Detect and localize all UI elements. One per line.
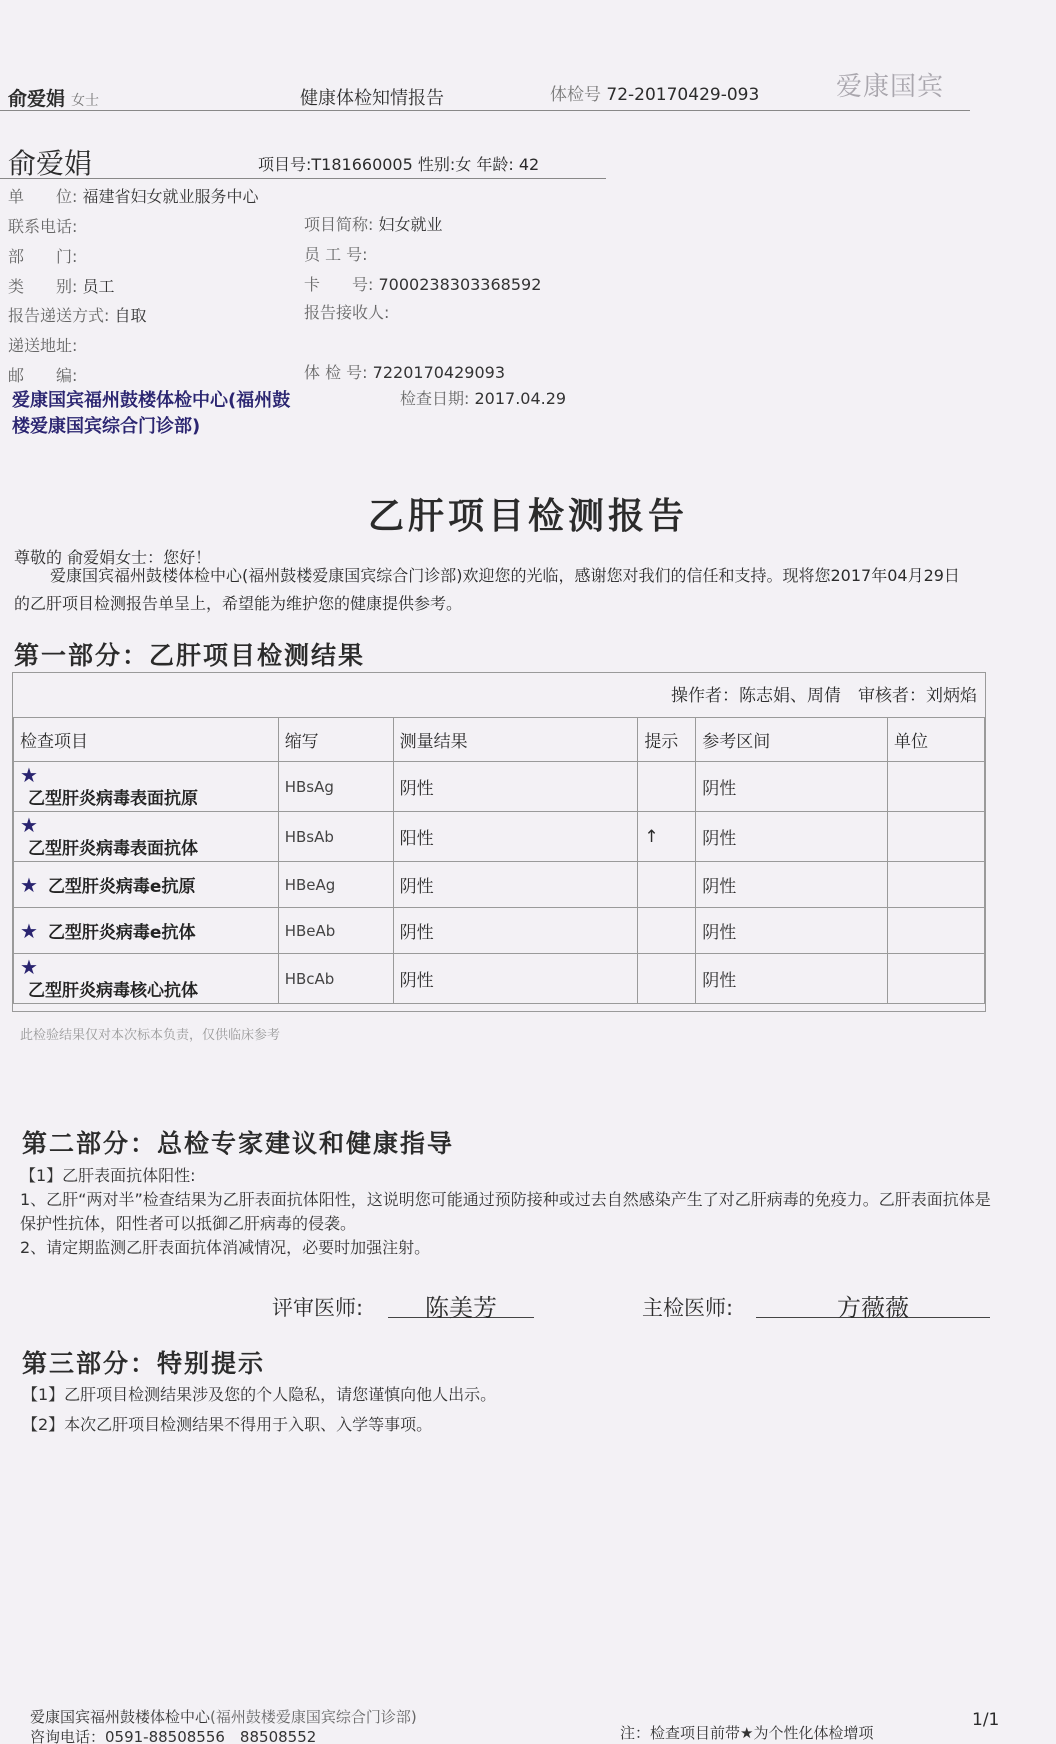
col-header-abbr: 缩写 [278,718,393,762]
cell-hint [638,762,696,812]
cell-abbr: HBcAb [278,954,393,1004]
info-postcode-label: 邮 编: [8,366,78,385]
table-row [14,812,985,862]
info-receiver-label: 报告接收人: [304,303,390,322]
star-icon: ★ [20,873,38,897]
info-address [8,333,77,356]
item-name: 乙型肝炎病毒表面抗原 [28,788,198,809]
col-header-ref: 参考区间 [696,718,888,762]
info-delivery-label: 报告递送方式: [8,306,110,325]
info-card-value: 7000238303368592 [378,275,542,294]
info-project-label: 项目简称: [304,215,374,234]
cell-item [14,954,279,1004]
info-staff-label: 员 工 号: [304,245,368,264]
report-title: 乙肝项目检测报告 [367,495,688,537]
patient-name: 俞爱娟 [8,147,93,180]
col-header-unit: 单位 [888,718,985,762]
cell-hint: ↑ [638,812,696,862]
header-name-text: 俞爱娟 [8,88,66,110]
page-number: 1/1 [972,1710,1000,1730]
cell-abbr: HBeAb [278,908,393,954]
header-exam-number [550,80,759,105]
star-icon: ★ [20,812,38,837]
item-name: 乙型肝炎病毒e抗体 [47,923,196,943]
table-row [14,954,985,1004]
table-row [14,862,985,908]
info-phone-label: 联系电话: [8,217,78,236]
info-address-label: 递送地址: [8,336,78,355]
cell-result: 阴性 [393,762,638,812]
cell-result: 阴性 [393,908,638,954]
note-line: 【1】乙肝项目检测结果涉及您的个人隐私，请您谨慎向他人出示。 [22,1385,497,1404]
header-honorific: 女士 [71,93,100,109]
info-unit [8,184,259,207]
item-name: 乙型肝炎病毒e抗原 [47,877,196,897]
header-exam-no-label: 体检号 [550,85,601,105]
star-icon: ★ [20,954,38,979]
info-card-label: 卡 号: [304,275,374,294]
cell-hint [638,954,696,1004]
cell-item [14,908,279,954]
results-disclaimer: 此检验结果仅对本次标本负责，仅供临床参考 [20,1028,281,1043]
cell-unit [888,862,985,908]
cell-item [14,862,279,908]
col-header-hint: 提示 [638,718,696,762]
note-line: 【2】本次乙肝项目检测结果不得用于入职、入学等事项。 [22,1415,433,1434]
header-divider [0,110,970,111]
header-report-title: 健康体检知情报告 [300,88,444,109]
advice-line: 2、请定期监测乙肝表面抗体消减情况，必要时加强注射。 [20,1238,431,1257]
item-name: 乙型肝炎病毒核心抗体 [28,980,198,1001]
table-header-row [14,718,985,762]
info-category-label: 类 别: [8,277,78,296]
info-postcode [8,363,77,386]
advice-line: 1、乙肝“两对半”检查结果为乙肝表面抗体阳性，这说明您可能通过预防接种或过去自然感染产生了对乙肝病毒的免疫力。乙肝表面抗体是保护性抗体，阳性者可以抵御乙肝病毒的侵袭。 [20,1190,991,1233]
section1-heading: 第一部分：乙肝项目检测结果 [14,641,366,670]
intro-paragraph: 爱康国宾福州鼓楼体检中心(福州鼓楼爱康国宾综合门诊部)欢迎您的光临，感谢您对我们的信任和支持。现将您2017年04月29日的乙肝项目检测报告单呈上，希望能为维护您的健康提供参考。 [14,566,960,613]
cell-result: 阴性 [393,954,638,1004]
cell-result: 阴性 [393,862,638,908]
cell-abbr: HBsAb [278,812,393,862]
cell-ref: 阴性 [696,954,888,1004]
info-dept [8,244,77,267]
info-date-value: 2017.04.29 [474,389,567,408]
footer-phone: 咨询电话：0591-88508556 88508552 [30,1728,317,1744]
cell-result: 阳性 [393,812,638,862]
info-project-value: 妇女就业 [378,215,443,234]
info-receiver [304,300,389,323]
operators-line: 操作者：陈志娟、周倩 审核者：刘炳焰 [671,686,977,706]
reviewer-signature: 陈美芳 [388,1288,534,1318]
footer-clinic-name: 爱康国宾福州鼓楼体检中心 [30,1708,211,1726]
header-exam-no-value: 72-20170429-093 [606,85,760,105]
results-table [13,717,985,1004]
info-delivery-value: 自取 [114,306,147,325]
table-row [14,908,985,954]
chief-label: 主检医师: [642,1296,734,1320]
section3-heading: 第三部分：特别提示 [22,1349,266,1378]
cell-item [14,812,279,862]
col-header-item: 检查项目 [14,718,279,762]
info-unit-value: 福建省妇女就业服务中心 [82,187,259,206]
info-examno [304,360,505,383]
chief-signature: 方薇薇 [756,1288,990,1318]
info-date-label: 检查日期: [400,389,470,408]
star-icon: ★ [20,762,38,787]
reviewer-label: 评审医师: [272,1296,364,1320]
header-patient-name [8,84,99,111]
cell-item [14,762,279,812]
cell-abbr: HBsAg [278,762,393,812]
cell-ref: 阴性 [696,908,888,954]
cell-unit [888,812,985,862]
footer-clinic-sub: (福州鼓楼爱康国宾综合门诊部) [210,1708,417,1726]
footer-clinic [30,1706,417,1727]
info-card [304,272,541,295]
cell-unit [888,908,985,954]
info-dept-label: 部 门: [8,247,78,266]
cell-ref: 阴性 [696,812,888,862]
footer-star-note: 注：检查项目前带★为个性化体检增项 [620,1724,874,1742]
col-header-result: 测量结果 [393,718,638,762]
info-category [8,274,115,297]
section2-heading: 第二部分：总检专家建议和健康指导 [22,1129,455,1158]
cell-abbr: HBeAg [278,862,393,908]
cell-unit [888,762,985,812]
advice-line: 【1】乙肝表面抗体阳性: [20,1166,196,1185]
info-phone [8,214,77,237]
clinic-name: 爱康国宾福州鼓楼体检中心(福州鼓楼爱康国宾综合门诊部) [12,390,291,437]
patient-divider [0,178,606,179]
info-category-value: 员工 [82,277,115,296]
patient-summary: 项目号:T181660005 性别:女 年龄: 42 [258,155,540,174]
advice-block [20,1164,1000,1260]
info-unit-label: 单 位: [8,187,78,206]
star-icon: ★ [20,919,38,943]
info-staff [304,242,368,265]
greeting: 尊敬的 俞爱娟女士：您好！ [14,548,212,567]
cell-hint [638,862,696,908]
table-row [14,762,985,812]
results-table-box [12,672,986,1012]
special-notes [22,1380,496,1440]
cell-ref: 阴性 [696,762,888,812]
cell-ref: 阴性 [696,862,888,908]
item-name: 乙型肝炎病毒表面抗体 [28,838,198,859]
info-delivery [8,303,147,326]
cell-unit [888,954,985,1004]
brand-logo-text: 爱康国宾 [836,72,945,102]
info-examno-value: 7220170429093 [372,363,506,382]
info-project [304,212,443,235]
cell-hint [638,908,696,954]
info-examno-label: 体 检 号: [304,363,368,382]
info-exam-date [400,386,566,409]
